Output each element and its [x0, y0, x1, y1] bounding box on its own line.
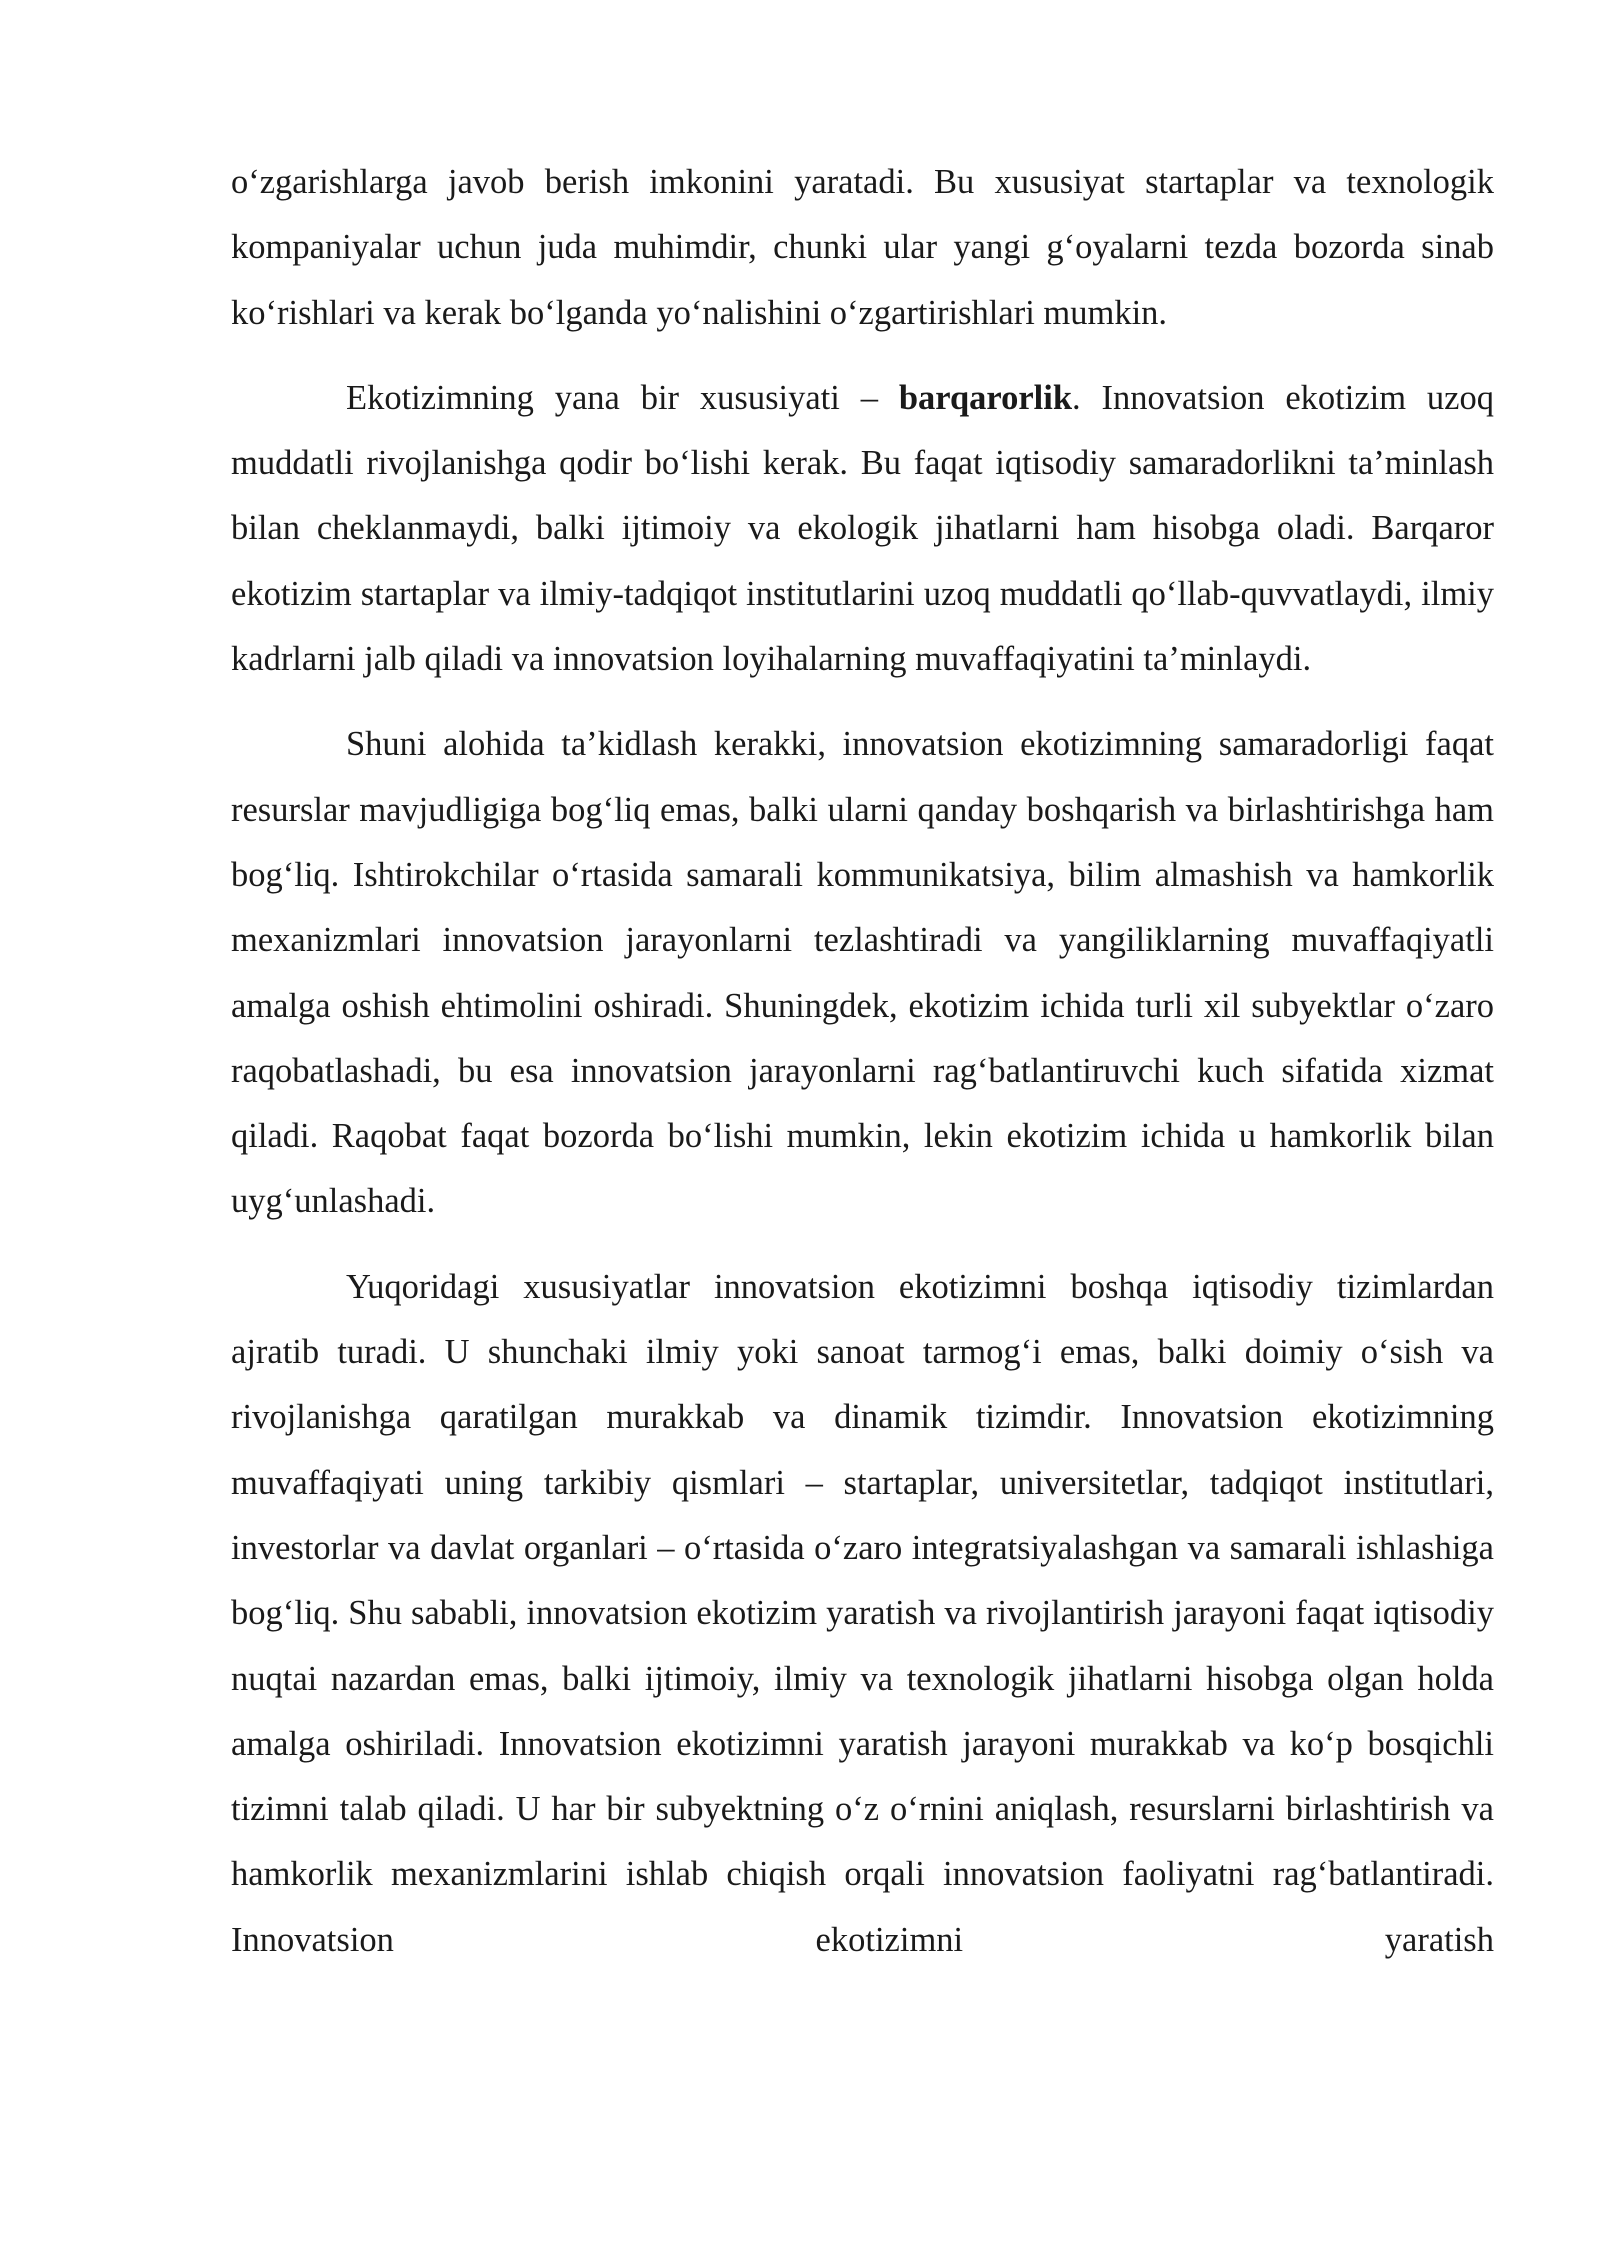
paragraph-text: . Innovatsion ekotizim uzoq muddatli rivojlanishga qodir bo‘lishi kerak. Bu faqat iqtisodiy samaradorlikni ta’minlash bilan cheklanmaydi, balki ijtimoiy va ekologik jihatlarni ham hisobga oladi. Barqaror ekotizim startaplar va ilmiy-tadqiqot institutlarini uzoq muddatli qo‘llab-quvvatlaydi, ilmiy kadrlarni jalb qiladi va innovatsion loyihalarning muvaffaqiyatini ta’minlaydi. [231, 378, 1494, 679]
bold-term: barqarorlik [898, 378, 1073, 417]
paragraph-text: Ekotizimning yana bir xususiyati – [346, 378, 899, 417]
paragraph-efficiency: Shuni alohida ta’kidlash kerakki, innovatsion ekotizimning samaradorligi faqat resurslar mavjudligiga bog‘liq emas, balki ularni qanday boshqarish va birlashtirishga ham bog‘liq. Ishtirokchilar o‘rtasida samarali kommunikatsiya, bilim almashish va hamkorlik mexanizmlari innovatsion jarayonlarni tezlashtiradi va yangiliklarning muvaffaqiyatli amalga oshish ehtimolini oshiradi. Shuningdek, ekotizim ichida turli xil subyektlar o‘zaro raqobatlashadi, bu esa innovatsion jarayonlarni rag‘batlantiruvchi kuch sifatida xizmat qiladi. Raqobat faqat bozorda bo‘lishi mumkin, lekin ekotizim ichida u hamkorlik bilan uyg‘unlashadi. [231, 725, 1494, 1221]
document-page [231, 150, 1494, 1993]
paragraph-continuation: o‘zgarishlarga javob berish imkonini yaratadi. Bu xususiyat startaplar va texnologik kompaniyalar uchun juda muhimdir, chunki ular yangi g‘oyalarni tezda bozorda sinab ko‘rishlari va kerak bo‘lganda yo‘nalishini o‘zgartirishlari mumkin. [231, 163, 1494, 332]
paragraph-summary: Yuqoridagi xususiyatlar innovatsion ekotizimni boshqa iqtisodiy tizimlardan ajratib turadi. U shunchaki ilmiy yoki sanoat tarmog‘i emas, balki doimiy o‘sish va rivojlanishga qaratilgan murakkab va dinamik tizimdir. Innovatsion ekotizimning muvaffaqiyati uning tarkibiy qismlari – startaplar, universitetlar, tadqiqot institutlari, investorlar va davlat organlari – o‘rtasida o‘zaro integratsiyalashgan va samarali ishlashiga bog‘liq. Shu sababli, innovatsion ekotizim yaratish va rivojlantirish jarayoni faqat iqtisodiy nuqtai nazardan emas, balki ijtimoiy, ilmiy va texnologik jihatlarni hisobga olgan holda amalga oshiriladi. Innovatsion ekotizimni yaratish jarayoni murakkab va ko‘p bosqichli tizimni talab qiladi. U har bir subyektning o‘z o‘rnini aniqlash, resurslarni birlashtirish va hamkorlik mexanizmlarini ishlab chiqish orqali innovatsion faoliyatni rag‘batlantiradi. Innovatsion ekotizimni yaratish [231, 1267, 1494, 1959]
paragraph-sustainability [231, 366, 1494, 692]
